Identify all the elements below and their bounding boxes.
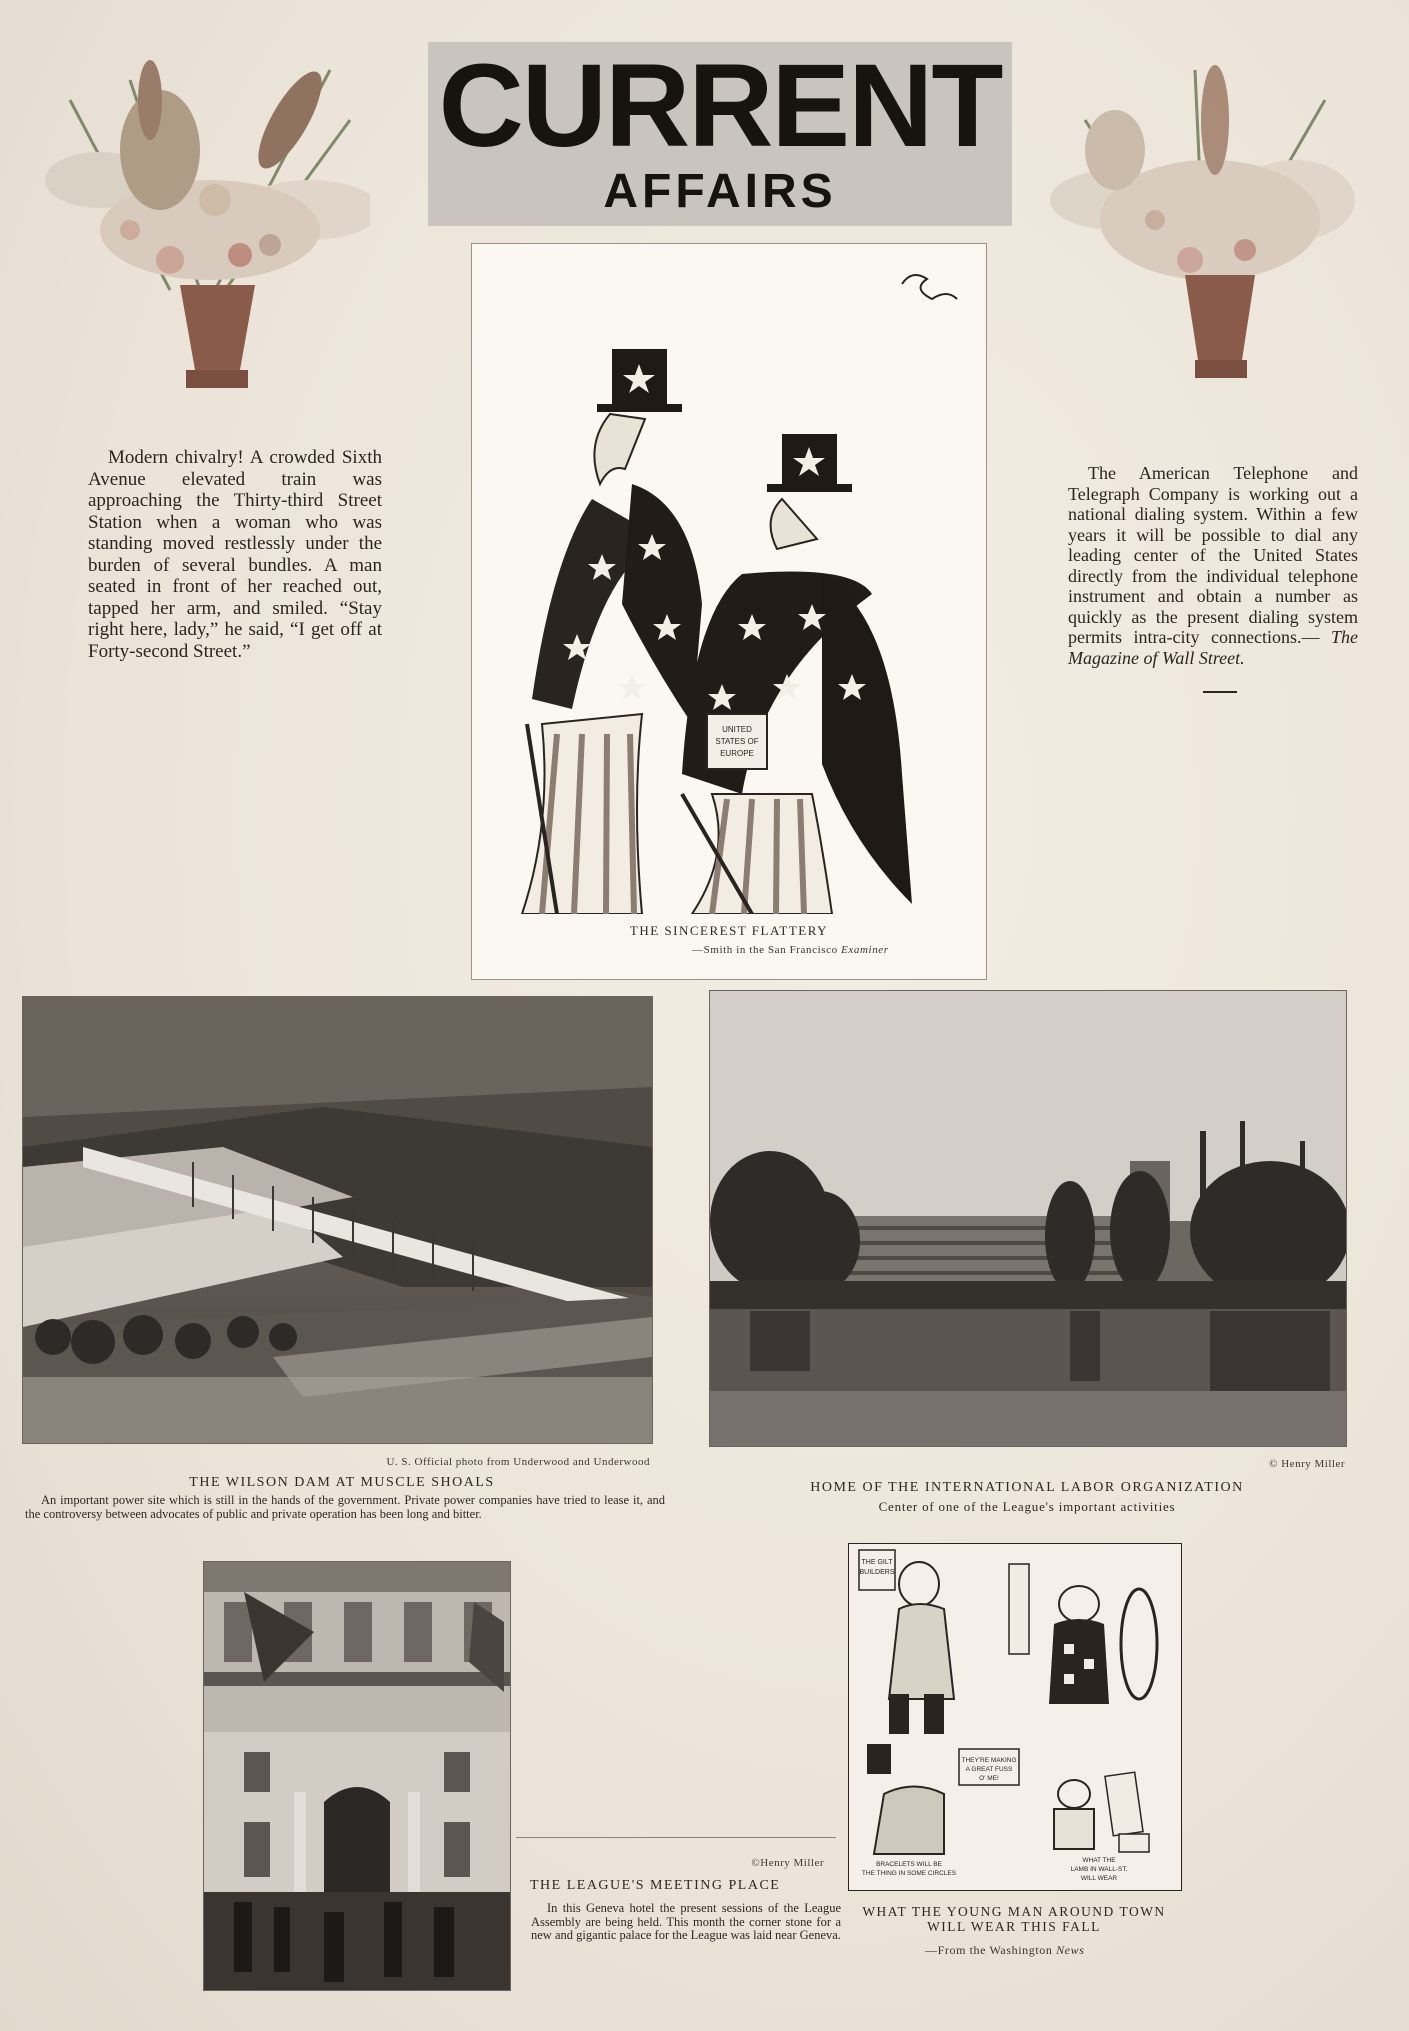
photo-wilson-dam: [22, 996, 653, 1444]
svg-text:EUROPE: EUROPE: [720, 749, 754, 758]
cartoon-bottom-credit: [925, 1943, 1175, 1958]
svg-text:STATES OF: STATES OF: [715, 737, 759, 746]
cartoon-bottom-title: WHAT THE YOUNG MAN AROUND TOWN WILL WEAR THIS FALL: [862, 1904, 1166, 1934]
photo-league-hotel: [203, 1561, 511, 1991]
league-body: [531, 1902, 841, 1943]
telephone-source: The Magazine of Wall Street.: [1068, 627, 1359, 668]
wilson-dam-image: [23, 997, 652, 1443]
cartoon-top-caption: THE SINCEREST FLATTERY: [629, 923, 829, 938]
ilo-credit: © Henry Miller: [1269, 1458, 1345, 1470]
league-hotel-image: [204, 1562, 510, 1990]
league-caption-rule: [516, 1837, 836, 1838]
league-title: THE LEAGUE'S MEETING PLACE: [530, 1878, 781, 1893]
masthead-title: CURRENT: [438, 40, 1002, 172]
wilson-dam-title: THE WILSON DAM AT MUSCLE SHOALS: [189, 1475, 495, 1490]
cartoon-bottom-credit-prefix: —From the Washington: [925, 1943, 1057, 1957]
chivalry-text: Modern chivalry! A crowded Sixth Avenue elevated train was approaching the Thirty-third Street Station when a woman who was standing moved restlessly under the burden of several bundles. A man seated in front of her reached out, tapped her arm, and smiled. “Stay right here, lady,” he said, “I get off at Forty-second Street.”: [88, 447, 382, 662]
photo-ilo-building: [709, 990, 1347, 1447]
svg-text:THE THING IN SOME CIRCLES: THE THING IN SOME CIRCLES: [861, 1870, 957, 1877]
svg-text:UNITED: UNITED: [722, 725, 752, 734]
wilson-dam-credit: U. S. Official photo from Underwood and Underwood: [386, 1456, 650, 1468]
svg-text:BRACELETS WILL BE: BRACELETS WILL BE: [876, 1861, 942, 1868]
flower-vase-left-icon: [40, 60, 370, 410]
svg-text:BUILDERS: BUILDERS: [859, 1569, 895, 1576]
svg-text:A GREAT FUSS: A GREAT FUSS: [965, 1766, 1013, 1773]
flower-vase-right-icon: [1045, 60, 1365, 400]
ilo-title: HOME OF THE INTERNATIONAL LABOR ORGANIZATION: [810, 1480, 1244, 1495]
young-man-cartoon-drawing: [849, 1544, 1181, 1890]
source-dash: —: [1301, 627, 1332, 647]
cartoon-top-credit: [692, 944, 982, 956]
svg-text:WHAT THE: WHAT THE: [1082, 1857, 1116, 1864]
telephone-text: The American Telephone and Telegraph Company is working out a national dialing system. Within a few years it will be possible to dial any leading center of the United States directly from the individual telephone instrument and obtain a number as quickly as the present dialing system permits intra-city connections.: [1068, 463, 1358, 647]
svg-text:THE GILT: THE GILT: [861, 1559, 893, 1566]
cartoon-sincerest-flattery: [471, 243, 987, 980]
wilson-dam-body: [25, 1494, 665, 1521]
cartoon-top-credit-paper: Examiner: [841, 944, 889, 956]
svg-text:LAMB IN WALL-ST.: LAMB IN WALL-ST.: [1070, 1866, 1128, 1873]
chivalry-anecdote: [88, 447, 382, 662]
svg-text:WILL WEAR: WILL WEAR: [1080, 1875, 1118, 1882]
ilo-building-image: [710, 991, 1346, 1446]
cartoon-bubble-text: THEY'RE MAKING: [961, 1757, 1017, 1764]
cartoon-young-man: [848, 1543, 1182, 1891]
section-rule: [1203, 691, 1237, 693]
ilo-subtitle: Center of one of the League's important activities: [878, 1499, 1176, 1514]
league-credit: ©Henry Miller: [751, 1857, 824, 1869]
masthead-subtitle: AFFAIRS: [603, 165, 837, 218]
uncle-sam-cartoon-drawing: [482, 254, 976, 914]
cartoon-bottom-credit-paper: News: [1056, 1943, 1085, 1957]
cartoon-top-credit-prefix: —Smith in the San Francisco: [692, 944, 842, 956]
svg-text:O' ME!: O' ME!: [979, 1775, 999, 1782]
wilson-dam-body-text: An important power site which is still in the hands of the government. Private power companies have tried to lease it, and the controversy between advocates of public and private operation has been long and bitter.: [25, 1493, 665, 1521]
league-body-text: In this Geneva hotel the present sessions of the League Assembly are being held. This month the corner stone for a new and gigantic palace for the League was laid near Geneva.: [531, 1901, 841, 1942]
telephone-note: [1068, 463, 1358, 668]
masthead: [428, 42, 1012, 226]
